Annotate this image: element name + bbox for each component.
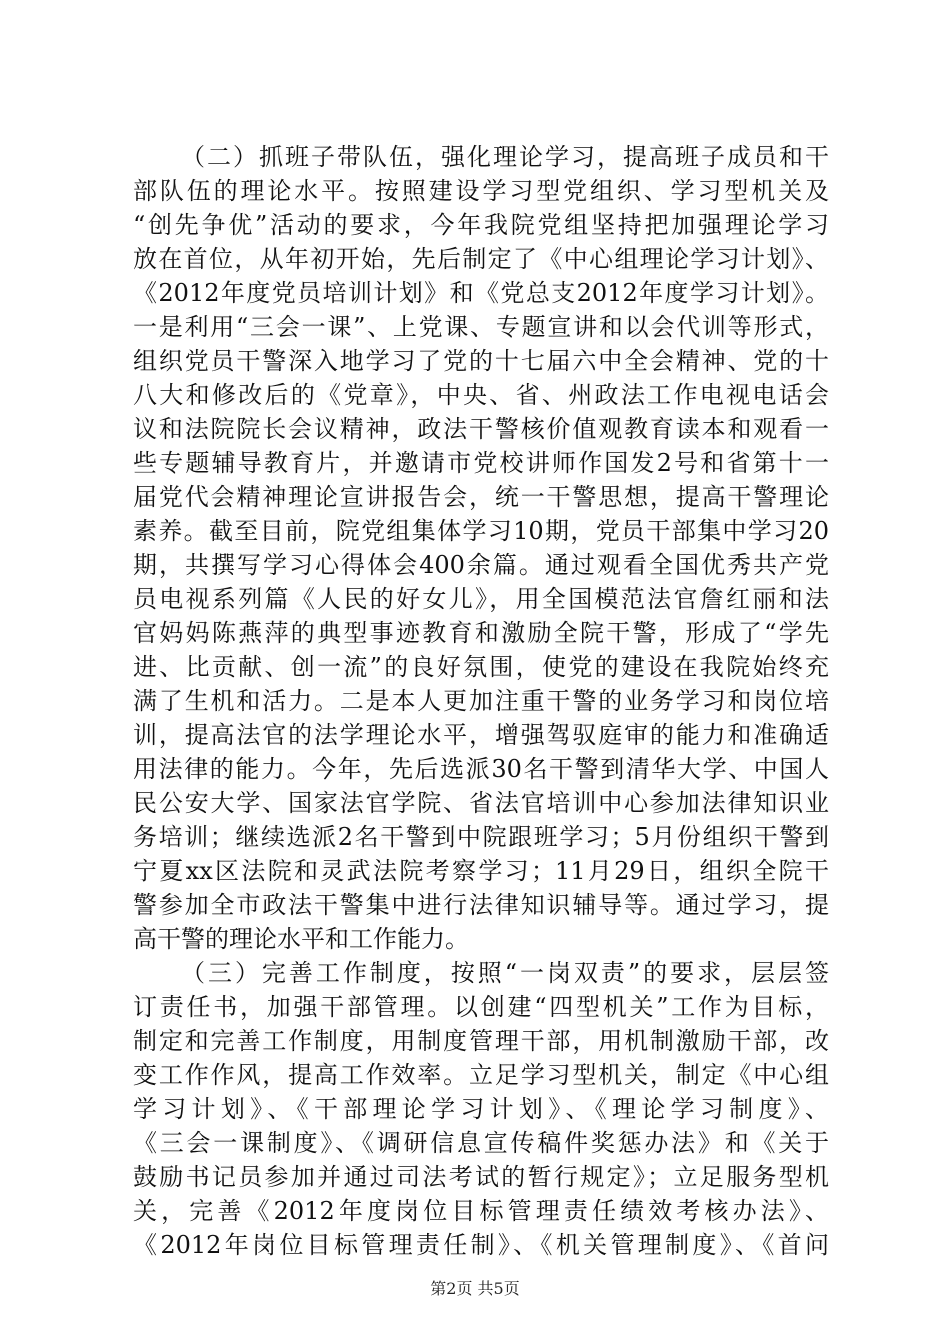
paragraph-line: 《2012年岗位目标管理责任制》、《机关管理制度》、《首问 [133,1231,829,1259]
paragraph-line: 民公安大学、国家法官学院、省法官培训中心参加法律知识业 [133,789,829,817]
paragraph-line: 期，共撰写学习心得体会400余篇。通过观看全国优秀共产党 [133,551,829,579]
paragraph-line: 关，完善《2012年度岗位目标管理责任绩效考核办法》、 [133,1197,829,1225]
paragraph-line: 《三会一课制度》、《调研信息宣传稿件奖惩办法》和《关于 [133,1129,829,1157]
paragraph-line: 八大和修改后的《党章》，中央、省、州政法工作电视电话会 [133,381,829,409]
paragraph-line: （三）完善工作制度，按照“一岗双责”的要求，层层签 [181,959,829,987]
paragraph-line: 订责任书，加强干部管理。以创建“四型机关”工作为目标， [133,993,829,1021]
paragraph-line: 员电视系列篇《人民的好女儿》，用全国模范法官詹红丽和法 [133,585,829,613]
paragraph-line: （二）抓班子带队伍，强化理论学习，提高班子成员和干 [181,143,829,171]
paragraph-line: 高干警的理论水平和工作能力。 [133,925,469,953]
paragraph-line: 届党代会精神理论宣讲报告会，统一干警思想，提高干警理论 [133,483,829,511]
paragraph-line: 些专题辅导教育片，并邀请市党校讲师作国发2号和省第十一 [133,449,829,477]
paragraph-line: 训，提高法官的法学理论水平，增强驾驭庭审的能力和准确适 [133,721,829,749]
paragraph-line: 组织党员干警深入地学习了党的十七届六中全会精神、党的十 [133,347,829,375]
paragraph-line: “创先争优”活动的要求，今年我院党组坚持把加强理论学习 [133,211,829,239]
paragraph-line: 素养。截至目前，院党组集体学习10期，党员干部集中学习20 [133,517,829,545]
paragraph-line: 鼓励书记员参加并通过司法考试的暂行规定》；立足服务型机 [133,1163,829,1191]
paragraph-line: 务培训；继续选派2名干警到中院跟班学习；5月份组织干警到 [133,823,829,851]
paragraph-line: 变工作作风，提高工作效率。立足学习型机关，制定《中心组 [133,1061,829,1089]
paragraph-line: 《2012年度党员培训计划》和《党总支2012年度学习计划》。 [133,279,829,307]
paragraph-line: 部队伍的理论水平。按照建设学习型党组织、学习型机关及 [133,177,829,205]
paragraph-line: 学习计划》、《干部理论学习计划》、《理论学习制度》、 [133,1095,829,1123]
paragraph-line: 官妈妈陈燕萍的典型事迹教育和激励全院干警，形成了“学先 [133,619,829,647]
paragraph-line: 放在首位，从年初开始，先后制定了《中心组理论学习计划》、 [133,245,829,273]
page-number-footer: 第2页 共5页 [430,1279,520,1298]
paragraph-line: 警参加全市政法干警集中进行法律知识辅导等。通过学习，提 [133,891,829,919]
body-text [133,140,829,1262]
paragraph-line: 制定和完善工作制度，用制度管理干部，用机制激励干部，改 [133,1027,829,1055]
paragraph-line: 宁夏xx区法院和灵武法院考察学习；11月29日，组织全院干 [133,857,829,885]
paragraph-line: 用法律的能力。今年，先后选派30名干警到清华大学、中国人 [133,755,829,783]
paragraph-line: 进、比贡献、创一流”的良好氛围，使党的建设在我院始终充 [133,653,829,681]
paragraph-line: 一是利用“三会一课”、上党课、专题宣讲和以会代训等形式， [133,313,829,341]
paragraph-line: 满了生机和活力。二是本人更加注重干警的业务学习和岗位培 [133,687,829,715]
paragraph-line: 议和法院院长会议精神，政法干警核价值观教育读本和观看一 [133,415,829,443]
